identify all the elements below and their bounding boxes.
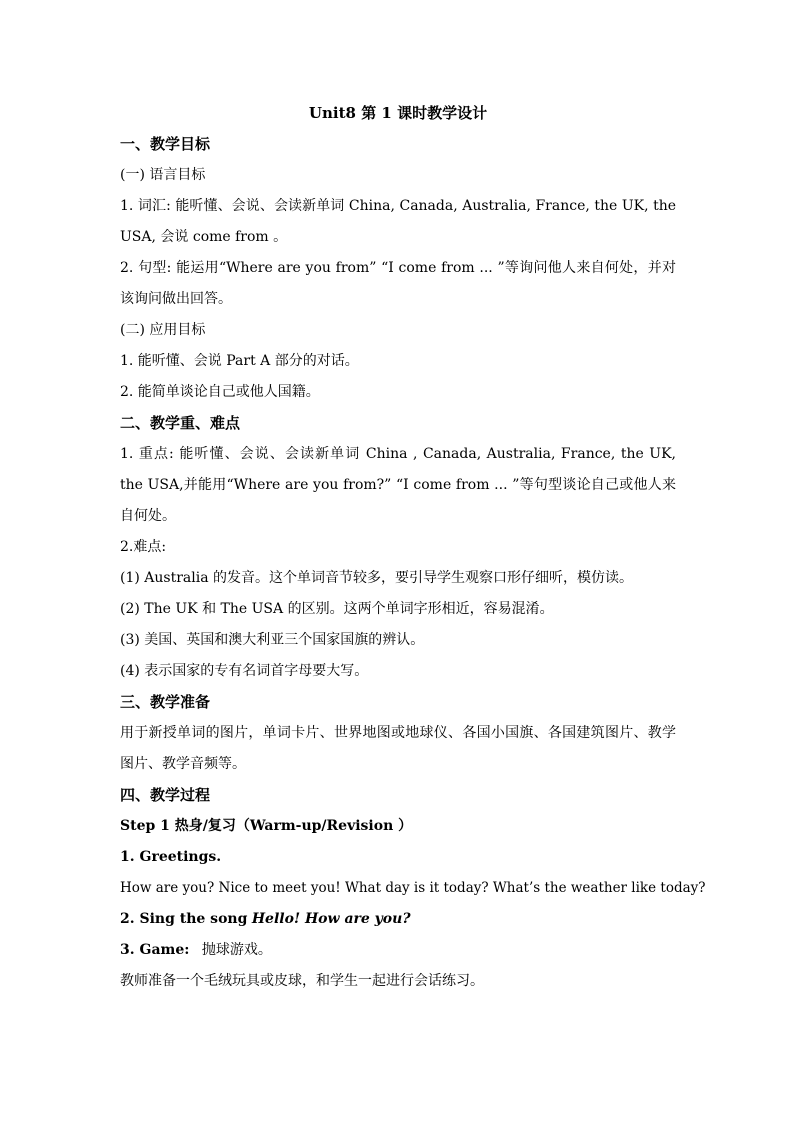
song-prefix: 2. Sing the song [120, 911, 248, 927]
application-item: 2. 能简单谈论自己或他人国籍。 [120, 384, 320, 400]
song-line [120, 904, 676, 935]
subheading-language-goals: (一) 语言目标 [120, 167, 206, 183]
section-heading-objectives: 一、教学目标 [120, 135, 211, 153]
document-body [120, 99, 706, 997]
difficult-item: (3) 美国、英国和澳大利亚三个国家国旗的辨认。 [120, 632, 425, 648]
goal-item-vocabulary: 1. 词汇: 能听懂、会说、会读新单词 China, Canada, Australia, France, the UK, the USA, 会说 come from 。 [120, 198, 676, 245]
goal-item-sentence: 2. 句型: 能运用“Where are you from” “I come from ... ”等询问他人来自何处，并对该询问做出回答。 [120, 260, 676, 307]
greetings-text: How are you? Nice to meet you! What day is it today? What’s the weather like today? [120, 880, 706, 896]
page-title: Unit8 第 1 课时教学设计 [308, 104, 488, 122]
song-title: Hello! How are you? [251, 911, 411, 927]
greetings-heading: 1. Greetings. [120, 849, 222, 865]
game-line [120, 935, 676, 966]
difficult-item: (2) The UK 和 The USA 的区别。这两个单词字形相近，容易混淆。 [120, 601, 554, 617]
section-heading-key-points: 二、教学重、难点 [120, 414, 241, 432]
subheading-application-goals: (二) 应用目标 [120, 322, 206, 338]
difficult-item: (4) 表示国家的专有名词首字母要大写。 [120, 663, 369, 679]
step-heading: Step 1 热身/复习（Warm-up/Revision ） [120, 818, 413, 834]
key-point-text: 1. 重点: 能听懂、会说、会读新单词 China , Canada, Australia, France, the UK, the USA,并能用“Where are you from?” “I come from ... ”等句型谈论自己或他人来自何处。 [120, 446, 676, 524]
application-item: 1. 能听懂、会说 Part A 部分的对话。 [120, 353, 359, 369]
game-label: 3. Game: [120, 942, 190, 958]
section-heading-preparation: 三、教学准备 [120, 693, 211, 711]
difficult-item: (1) Australia 的发音。这个单词音节较多，要引导学生观察口形仔细听，模仿读。 [120, 570, 634, 586]
game-text: 抛球游戏。 [201, 942, 272, 958]
game-description: 教师准备一个毛绒玩具或皮球，和学生一起进行会话练习。 [120, 973, 484, 989]
difficult-points-heading: 2.难点: [120, 539, 167, 555]
section-heading-process: 四、教学过程 [120, 786, 211, 804]
preparation-text: 用于新授单词的图片，单词卡片、世界地图或地球仪、各国小国旗、各国建筑图片、教学图片、教学音频等。 [120, 725, 676, 772]
